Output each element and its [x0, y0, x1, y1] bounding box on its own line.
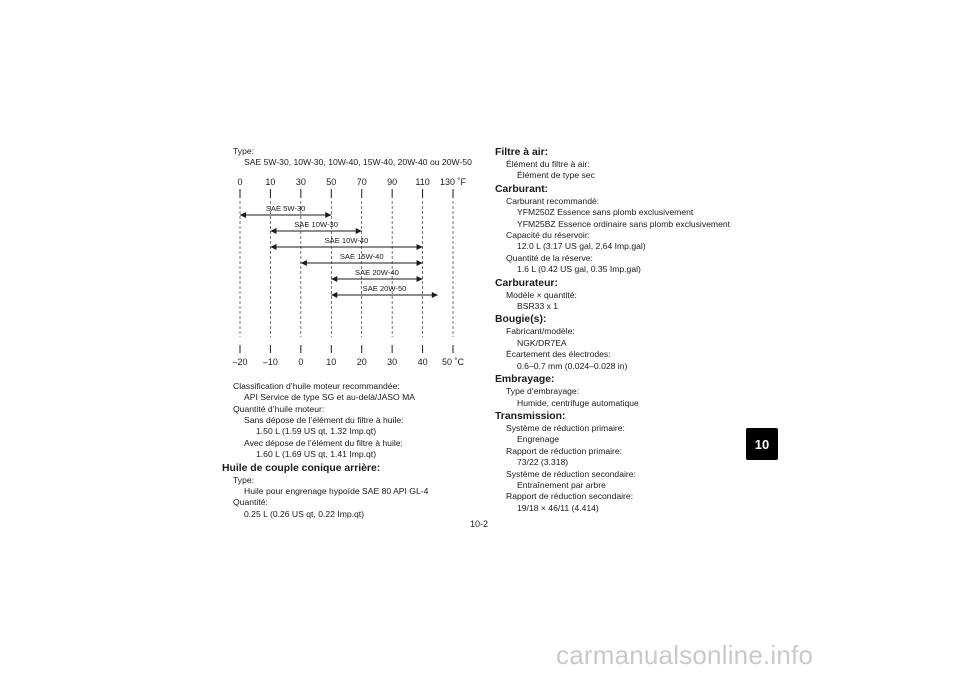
spec-line: Système de réduction primaire: [506, 422, 625, 433]
spec-line: Quantité de la réserve: [506, 252, 593, 263]
spec-line: Fabricant/modèle: [506, 326, 575, 337]
spec-line: Rapport de réduction secondaire: [506, 491, 634, 502]
spec-line: 1.50 L (1.59 US qt, 1.32 Imp.qt) [256, 426, 377, 437]
page-number: 10-2 [470, 519, 489, 529]
fahrenheit-tick-label: 30 [295, 176, 306, 187]
watermark-link[interactable]: carmanualsonline.info [556, 640, 814, 670]
series-label: SAE 20W-50 [362, 283, 407, 293]
spec-line: SAE 5W-30, 10W-30, 10W-40, 15W-40, 20W-40 ou 20W-50 [244, 157, 472, 168]
fahrenheit-tick-label: 130 ˚F [439, 176, 467, 187]
section-heading: Huile de couple conique arrière: [222, 462, 381, 474]
fahrenheit-tick-label: 10 [265, 176, 276, 187]
range-arrow-left [331, 276, 337, 282]
spec-line: Engrenage [517, 434, 560, 445]
spec-line: Type: [233, 474, 255, 485]
spec-line: Rapport de réduction primaire: [506, 445, 623, 456]
spec-line: YFM25BZ Essence ordinaire sans plomb exclusivement [517, 218, 731, 229]
celsius-tick-label: 20 [356, 356, 367, 367]
spec-line: Quantité: [233, 497, 268, 508]
oil-viscosity-chart [222, 175, 472, 375]
spec-line: 19/18 × 46/11 (4.414) [517, 502, 599, 513]
spec-line: Type d’embrayage: [506, 386, 580, 397]
spec-line: Quantité d’huile moteur: [233, 403, 325, 414]
range-arrow-left [270, 228, 276, 234]
spec-line: Système de réduction secondaire: [506, 468, 636, 479]
range-arrow-left [331, 292, 337, 298]
spec-line: Avec dépose de l’élément du filtre à huile: [244, 437, 403, 448]
oil-viscosity-chart-svg [222, 175, 472, 375]
series-label: SAE 10W-40 [324, 235, 369, 245]
fahrenheit-tick-label: 70 [356, 176, 367, 187]
section-heading: Carburateur: [495, 277, 558, 289]
range-arrow-right [417, 244, 423, 250]
celsius-tick-label: 50 ˚C [441, 356, 465, 367]
spec-line: Entraînement par arbre [517, 479, 606, 490]
fahrenheit-tick-label: 50 [326, 176, 337, 187]
range-arrow-right [356, 228, 362, 234]
celsius-tick-label: 40 [417, 356, 428, 367]
spec-line: YFM250Z Essence sans plomb exclusivement [517, 207, 694, 218]
spec-line: Élément du filtre à air: [506, 159, 590, 169]
spec-line: BSR33 x 1 [517, 301, 559, 312]
spec-line: Modèle × quantité: [506, 289, 577, 300]
right-column [495, 146, 757, 514]
left-column [222, 146, 472, 520]
celsius-tick-label: 30 [387, 356, 398, 367]
series-label: SAE 5W-30 [265, 203, 306, 213]
chapter-tab[interactable]: 10 [746, 428, 778, 460]
spec-line: Huile pour engrenage hypoïde SAE 80 API GL-4 [244, 486, 429, 497]
series-label: SAE 10W-30 [294, 219, 338, 229]
section-heading: Embrayage: [495, 374, 555, 386]
spec-line: API Service de type SG et au-delà/JASO MA [244, 392, 415, 403]
range-arrow-left [301, 260, 307, 266]
spec-line: Carburant recommandé: [506, 195, 600, 206]
spec-line: 1.60 L (1.69 US qt, 1.41 Imp.qt) [256, 449, 377, 460]
spec-line: 73/22 (3.318) [517, 457, 569, 468]
section-heading: Carburant: [495, 183, 549, 195]
spec-line: 12.0 L (3.17 US gal, 2.64 Imp.gal) [517, 241, 646, 252]
celsius-tick-label: –10 [262, 356, 278, 367]
spec-line: 1.6 L (0.42 US gal, 0.35 Imp.gal) [517, 264, 641, 275]
spec-line: 0.6–0.7 mm (0.024–0.028 in) [517, 360, 628, 371]
range-arrow-left [270, 244, 276, 250]
fahrenheit-tick-label: 90 [387, 176, 398, 187]
series-label: SAE 15W-40 [339, 251, 384, 261]
spec-line: Capacité du réservoir: [506, 230, 591, 241]
spec-line: NGK/DR7EA [517, 337, 567, 348]
fahrenheit-tick-label: 110 [415, 176, 430, 187]
spec-line: Type: [233, 146, 255, 156]
range-arrow-right [417, 276, 423, 282]
range-arrow-left [240, 212, 246, 218]
spec-line: Classification d’huile moteur recommandée: [233, 380, 400, 391]
engine-oil-specs-block [222, 381, 472, 520]
series-label: SAE 20W-40 [355, 267, 399, 277]
celsius-tick-label: 0 [298, 356, 304, 367]
spec-line: Élément de type sec [517, 170, 595, 181]
range-arrow-right [432, 292, 438, 298]
range-arrow-right [417, 260, 423, 266]
fahrenheit-tick-label: 0 [237, 176, 243, 187]
celsius-tick-label: –20 [232, 356, 248, 367]
section-heading: Transmission: [495, 410, 566, 422]
spec-line: Écartement des électrodes: [506, 349, 611, 360]
spec-line: 0.25 L (0.26 US qt, 0.22 Imp.qt) [244, 508, 365, 519]
engine-oil-type-block [222, 146, 472, 169]
spec-line: Humide, centrifuge automatique [517, 397, 639, 408]
section-heading: Bougie(s): [495, 314, 547, 326]
section-heading: Filtre à air: [495, 147, 549, 158]
celsius-tick-label: 10 [326, 356, 337, 367]
spec-line: Sans dépose de l’élément du filtre à huile: [244, 415, 404, 426]
specs-list [495, 146, 757, 514]
range-arrow-right [325, 212, 331, 218]
